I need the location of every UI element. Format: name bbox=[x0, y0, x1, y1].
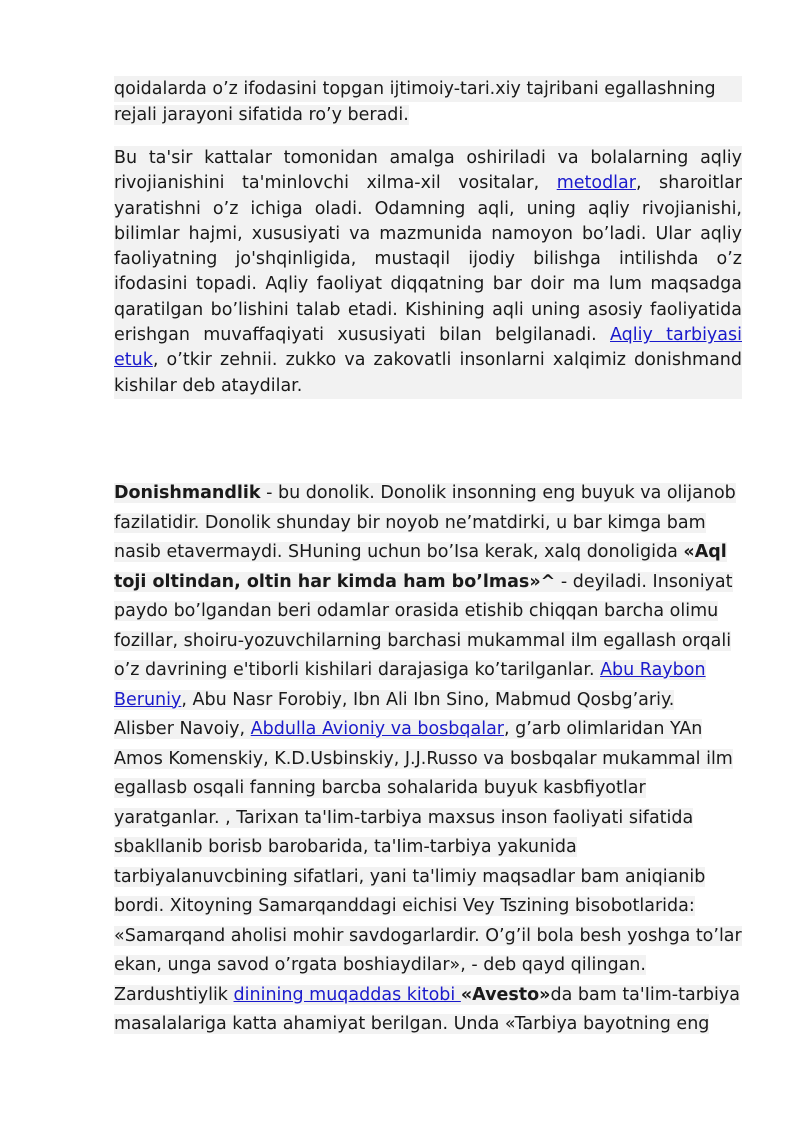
link-dinining-muqaddas-kitobi[interactable]: dinining muqaddas kitobi bbox=[233, 984, 461, 1005]
text-line: Alisber Navoiy, Abdulla Avioniy va bosbqalar, g’arb olimlaridan YAn bbox=[114, 719, 703, 739]
text-line: toji oltindan, oltin har kimda ham bo’lmas»^ - deyiladi. Insoniyat bbox=[114, 571, 733, 592]
text-line: yaratishni o’z ichiga oladi. Odamning aqli, uning aqliy rivojianishi, bbox=[114, 198, 742, 219]
text-line: rivojianishini ta'minlovchi xilma-xil vositalar, metodlar, sharoitlar bbox=[114, 173, 742, 194]
text-line: bordi. Xitoyning Samarqanddagi eichisi Vey Tszining bisobotlarida: bbox=[114, 896, 695, 916]
quote-bold: «Aql bbox=[683, 542, 727, 562]
text-line: Beruniy, Abu Nasr Forobiy, Ibn Ali Ibn Sino, Mabmud Qosbg’ariy. bbox=[114, 689, 675, 710]
text-line: fozillar, shoiru-yozuvchilarning barchasi mukammal ilm egallash orqali bbox=[114, 630, 732, 651]
text-line: fazilatidir. Donolik shunday bir noyob ne’matdirki, u bar kimga bam bbox=[114, 512, 706, 533]
text-line: ekan, unga savod o’rgata boshiaydilar», - deb qayd qilingan. bbox=[114, 955, 646, 975]
text-line: o’z davrining e'tiborli kishilari darajasiga ko’tarilganlar. Abu Raybon bbox=[114, 660, 706, 680]
text-line: Donishmandlik - bu donolik. Donolik insonning eng buyuk va olijanob bbox=[114, 483, 736, 503]
text-line: sbakllanib borisb barobarida, ta'Iim-tarbiya yakunida bbox=[114, 837, 577, 857]
paragraph-continuation bbox=[114, 76, 742, 128]
term-donishmandlik: Donishmandlik bbox=[114, 483, 261, 503]
text-line: qaratilgan bo’lishini talab etadi. Kishining aqli uning asosiy faoliyatida bbox=[114, 299, 742, 320]
link-abu-raybon-beruniy[interactable]: Abu Raybon bbox=[600, 660, 706, 680]
text-line: kishilar deb ataydilar. bbox=[114, 375, 303, 396]
paragraph-aqliy-tarbiya bbox=[114, 146, 742, 399]
text-line: Zardushtiylik dinining muqaddas kitobi «Avesto»da bam ta'Iim-tarbiya bbox=[114, 984, 740, 1005]
link-aqliy-tarbiyasi[interactable]: Aqliy tarbiyasi bbox=[610, 325, 742, 346]
text-line: erishgan muvaffaqiyati xususiyati bilan belgilanadi. Aqliy tarbiyasi bbox=[114, 325, 742, 346]
text-line: rejali jarayoni sifatida ro’y beradi. bbox=[114, 105, 409, 125]
text-line: Bu ta'sir kattalar tomonidan amalga oshiriladi va bolalarning aqliy bbox=[114, 148, 742, 168]
text-line: tarbiyalanuvcbining sifatlari, yani ta'limiy maqsadlar bam aniqianib bbox=[114, 866, 706, 887]
text-line: nasib etavermaydi. SHuning uchun bo’Isa kerak, xalq donoligida «Aql bbox=[114, 542, 727, 562]
link-etuk[interactable]: etuk bbox=[114, 350, 153, 371]
quote-bold: toji oltindan, oltin har kimda ham bo’lmas»^ bbox=[114, 571, 556, 592]
text-line: paydo bo’lgandan beri odamlar orasida etishib chiqqan barcha olimu bbox=[114, 601, 719, 621]
link-abdulla-avioniy[interactable]: Abdulla Avioniy va bosbqalar bbox=[250, 719, 505, 739]
text-line: «Samarqand aholisi mohir savdogarlardir. O’g’il bola besh yoshga to’lar bbox=[114, 925, 742, 946]
text-line: bilimlar hajmi, xususiyati va mazmunida namoyon bo’ladi. Ular aqliy bbox=[114, 223, 742, 244]
link-metodlar[interactable]: metodlar bbox=[556, 173, 636, 194]
text-line: Amos Komenskiy, K.D.Usbinskiy, J.J.Russo va bosbqalar mukammal ilm bbox=[114, 748, 733, 769]
text-line: etuk, o’tkir zehnii. zukko va zakovatli insonlarni xalqimiz donishmand bbox=[114, 350, 742, 371]
text-line: qoidalarda o’z ifodasini topgan ijtimoiy-tari.xiy tajribani egallashning bbox=[114, 76, 742, 102]
link-beruniy[interactable]: Beruniy bbox=[114, 689, 182, 710]
text-line: ifodasini topadi. Aqliy faoliyat diqqatning bar doir ma lum maqsadga bbox=[114, 274, 742, 295]
paragraph-donishmandlik bbox=[114, 479, 744, 1040]
text-line: egallasb osqali fanning barcba sohalarida buyuk kasbfiyotlar bbox=[114, 778, 646, 798]
text-line: yaratganlar. , Tarixan ta'Iim-tarbiya maxsus inson faoliyati sifatida bbox=[114, 807, 694, 828]
text-line: masalalariga katta ahamiyat berilgan. Unda «Tarbiya bayotning eng bbox=[114, 1014, 710, 1034]
avesto-bold: «Avesto» bbox=[460, 984, 551, 1005]
text-line: faoliyatning jo'shqinligida, mustaqil ijodiy bilishga intilishda o’z bbox=[114, 249, 742, 270]
